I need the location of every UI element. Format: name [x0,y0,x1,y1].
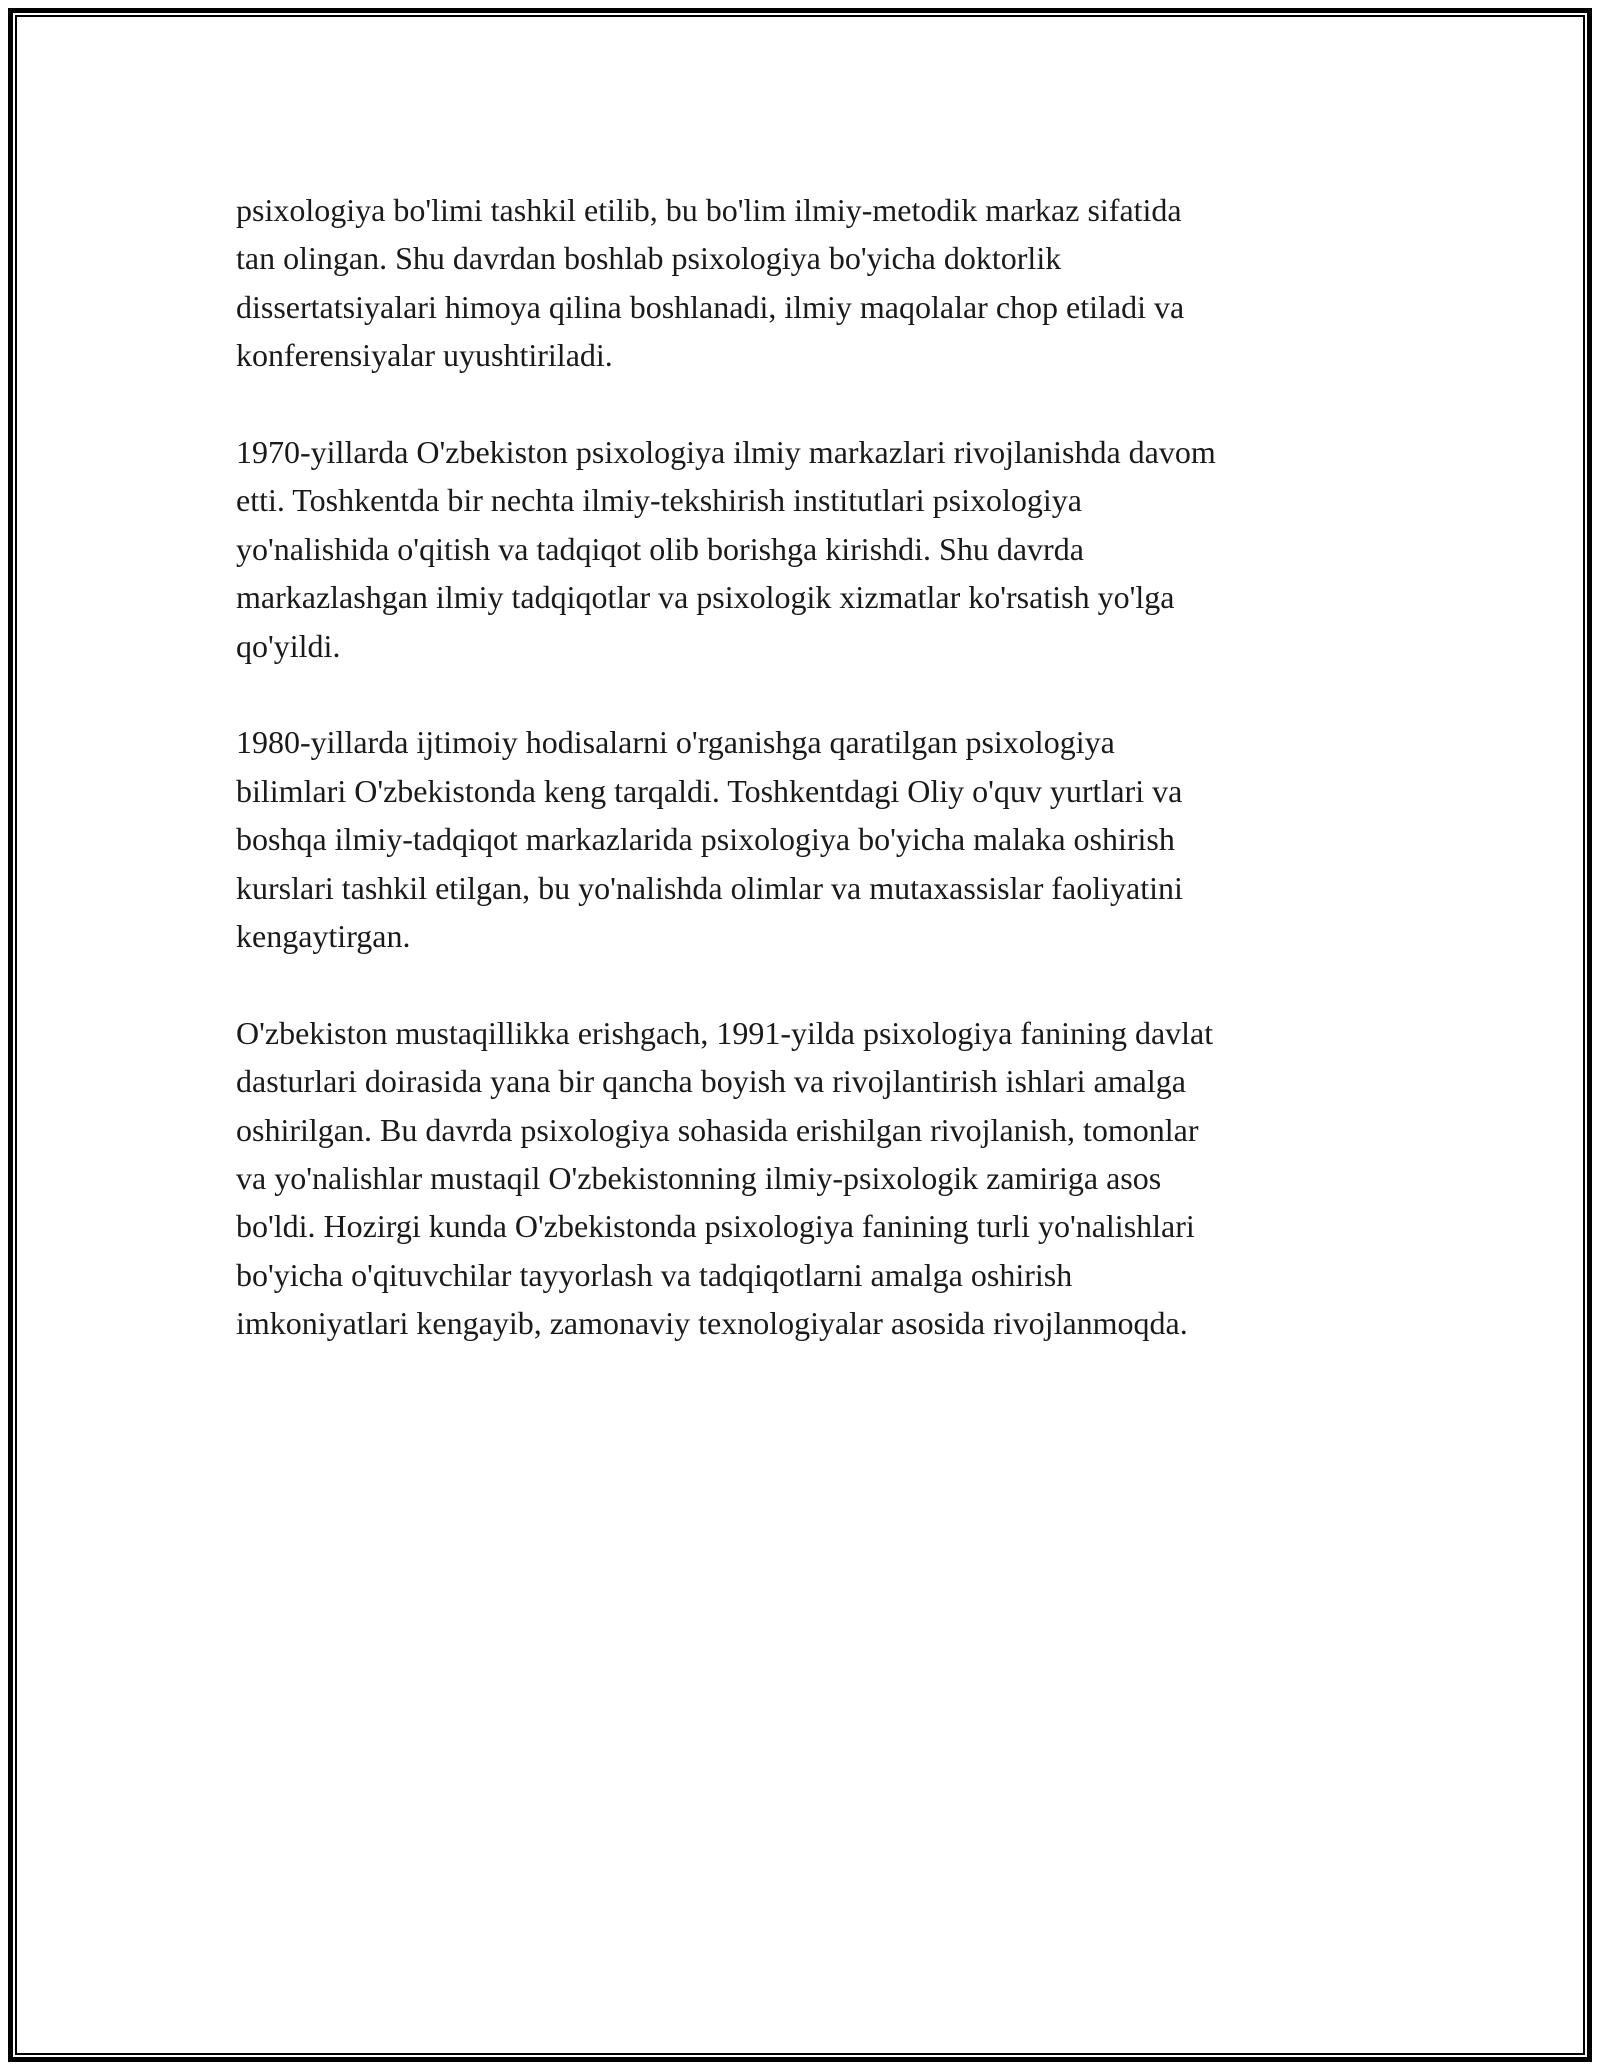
paragraph-4: O'zbekiston mustaqillikka erishgach, 1991-yilda psixologiya fanining davlat dasturlari doirasida yana bir qancha boyish va rivojlantirish ishlari amalga oshirilgan. Bu davrda psixologiya sohasida erishilgan rivojlanish, tomonlar va yo'nalishlar mustaqil O'zbekistonning ilmiy-psixologik zamiriga asos bo'ldi. Hozirgi kunda O'zbekistonda psixologiya fanining turli yo'nalishlari bo'yicha o'qituvchilar tayyorlash va tadqiqotlarni amalga oshirish imkoniyatlari kengayib, zamonaviy texnologiyalar asosida rivojlanmoqda. [236,1014,1214,1342]
paragraph-3: 1980-yillarda ijtimoiy hodisalarni o'rganishga qaratilgan psixologiya bilimlari O'zbekistonda keng tarqaldi. Toshkentdagi Oliy o'quv yurtlari va boshqa ilmiy-tadqiqot markazlarida psixologiya bo'yicha malaka oshirish kurslari tashkil etilgan, bu yo'nalishda olimlar va mutaxassislar faoliyatini kengaytirgan. [236,724,1183,955]
paragraph-1: psixologiya bo'limi tashkil etilib, bu bo'lim ilmiy-metodik markaz sifatida tan olingan. Shu davrdan boshlab psixologiya bo'yicha doktorlik dissertatsiyalari himoya qilina boshlanadi, ilmiy maqolalar chop etiladi va konferensiyalar uyushtiriladi. [236,192,1185,374]
paragraph-2: 1970-yillarda O'zbekiston psixologiya ilmiy markazlari rivojlanishda davom etti. Toshkentda bir nechta ilmiy-tekshirish institutlari psixologiya yo'nalishida o'qitish va tadqiqot olib borishga kirishdi. Shu davrda markazlashgan ilmiy tadqiqotlar va psixologik xizmatlar ko'rsatish yo'lga qo'yildi. [236,434,1216,664]
document-body [236,186,1366,1396]
